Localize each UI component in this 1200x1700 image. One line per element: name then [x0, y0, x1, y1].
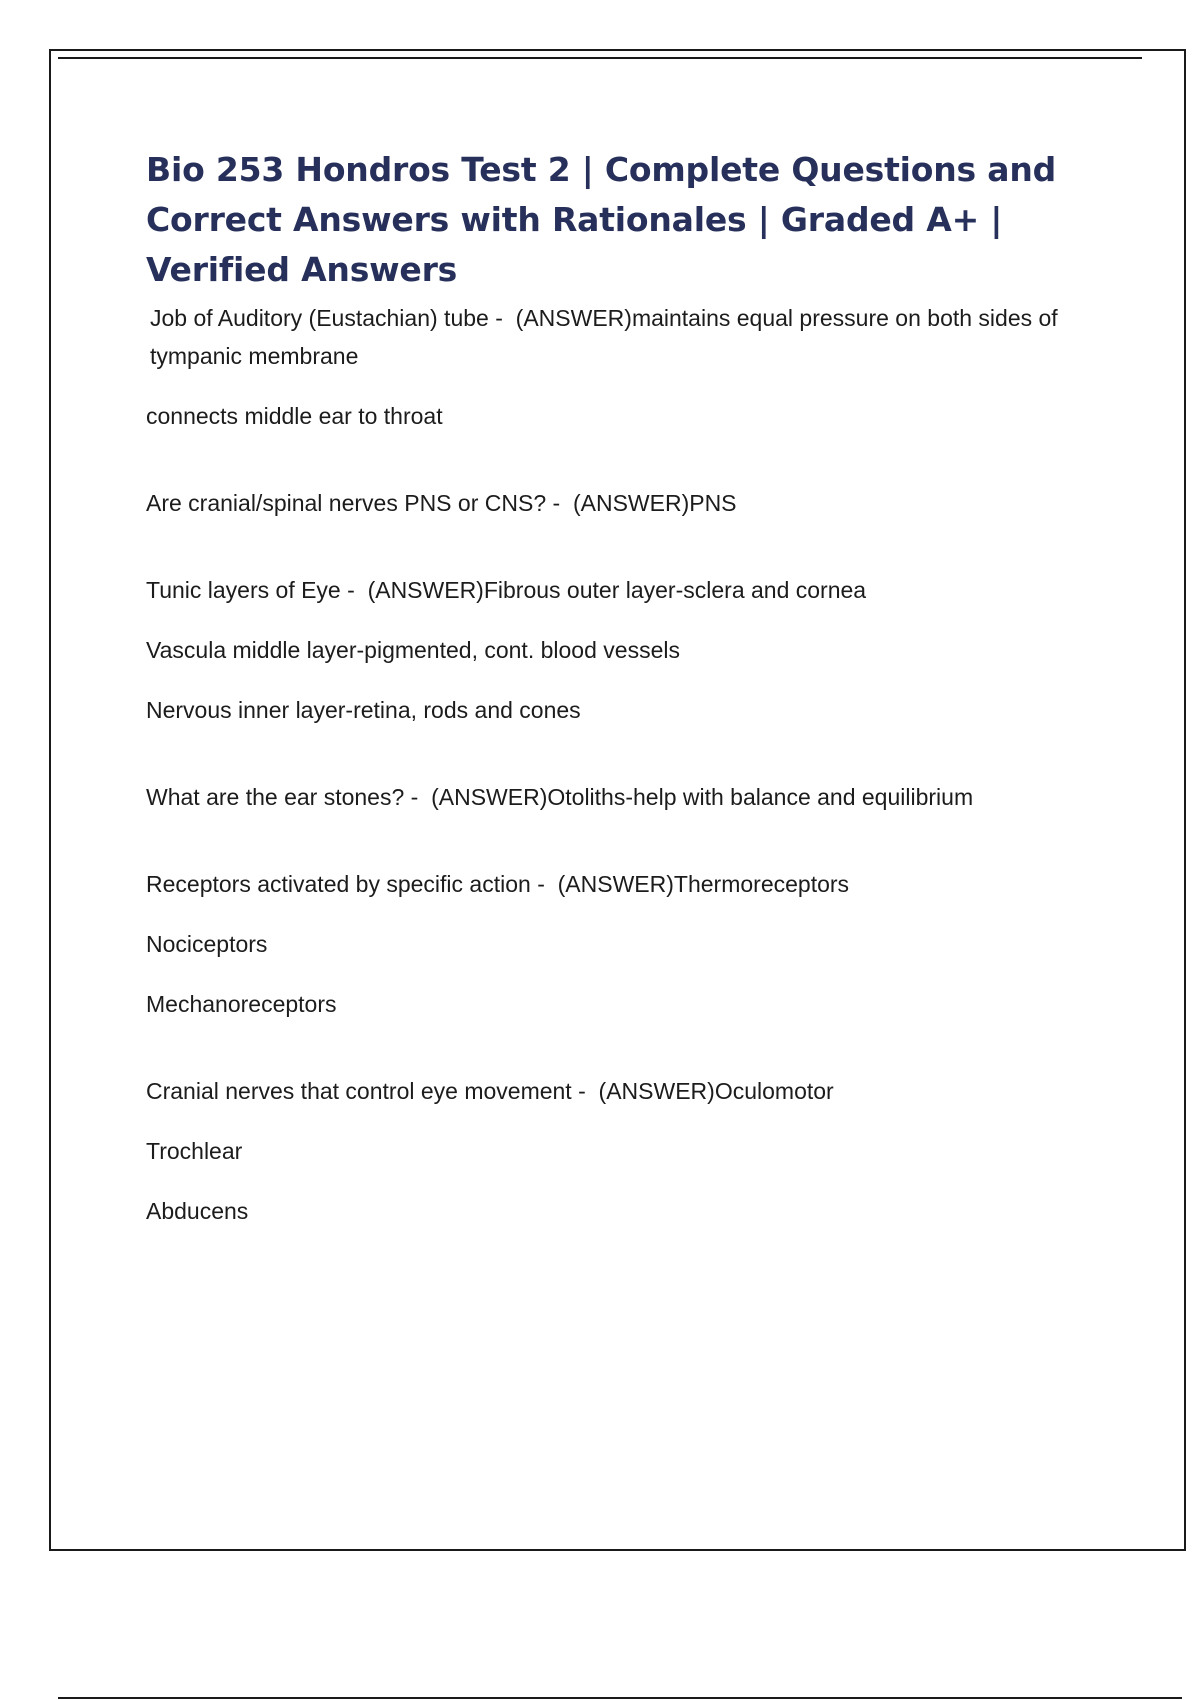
qa-item — [146, 484, 1096, 522]
qa-line — [146, 484, 1096, 522]
document-content — [146, 145, 1096, 1279]
bottom-rule — [58, 1697, 1182, 1699]
qa-line — [146, 1072, 1096, 1110]
answer-extra-line: connects middle ear to throat — [146, 403, 443, 429]
question-text: Job of Auditory (Eustachian) tube - — [150, 305, 503, 331]
answer-text: PNS — [689, 490, 737, 516]
qa-item — [146, 1072, 1096, 1230]
answer-extra-line: Vascula middle layer-pigmented, cont. blood vessels — [146, 637, 680, 663]
answer-prefix: (ANSWER) — [598, 1078, 715, 1104]
answer-extra-line: Trochlear — [146, 1138, 243, 1164]
answer-text: Otoliths-help with balance and equilibrium — [547, 784, 974, 810]
answer-extra-line: Nervous inner layer-retina, rods and cones — [146, 697, 581, 723]
answer-prefix: (ANSWER) — [431, 784, 548, 810]
question-text: Receptors activated by specific action - — [146, 871, 545, 897]
answer-extra-line: Abducens — [146, 1198, 249, 1224]
answer-text: Oculomotor — [714, 1078, 834, 1104]
question-text: Are cranial/spinal nerves PNS or CNS? - — [146, 490, 561, 516]
answer-prefix: (ANSWER) — [515, 305, 632, 331]
qa-item — [146, 778, 1096, 816]
qa-item — [146, 571, 1096, 729]
answer-text: Thermoreceptors — [673, 871, 850, 897]
answer-extra-line: Nociceptors — [146, 931, 268, 957]
question-text: Cranial nerves that control eye movement - — [146, 1078, 586, 1104]
qa-item — [146, 299, 1096, 435]
answer-extra-line: Mechanoreceptors — [146, 991, 337, 1017]
answer-prefix: (ANSWER) — [367, 577, 484, 603]
answer-text: Fibrous outer layer-sclera and cornea — [483, 577, 867, 603]
qa-line — [146, 571, 1096, 609]
document-title: Bio 253 Hondros Test 2 | Complete Questions and Correct Answers with Rationales | Graded A+ | Verified Answers — [146, 150, 1057, 289]
qa-line — [146, 299, 1096, 375]
answer-prefix: (ANSWER) — [557, 871, 674, 897]
question-text: Tunic layers of Eye - — [146, 577, 355, 603]
qa-line — [146, 865, 1096, 903]
question-text: What are the ear stones? - — [146, 784, 419, 810]
qa-list — [146, 299, 1096, 1230]
qa-line — [146, 778, 1096, 816]
answer-prefix: (ANSWER) — [572, 490, 690, 516]
answer-text: maintains equal pressure on both sides of tympanic membrane — [150, 305, 1058, 369]
qa-item — [146, 865, 1096, 1023]
